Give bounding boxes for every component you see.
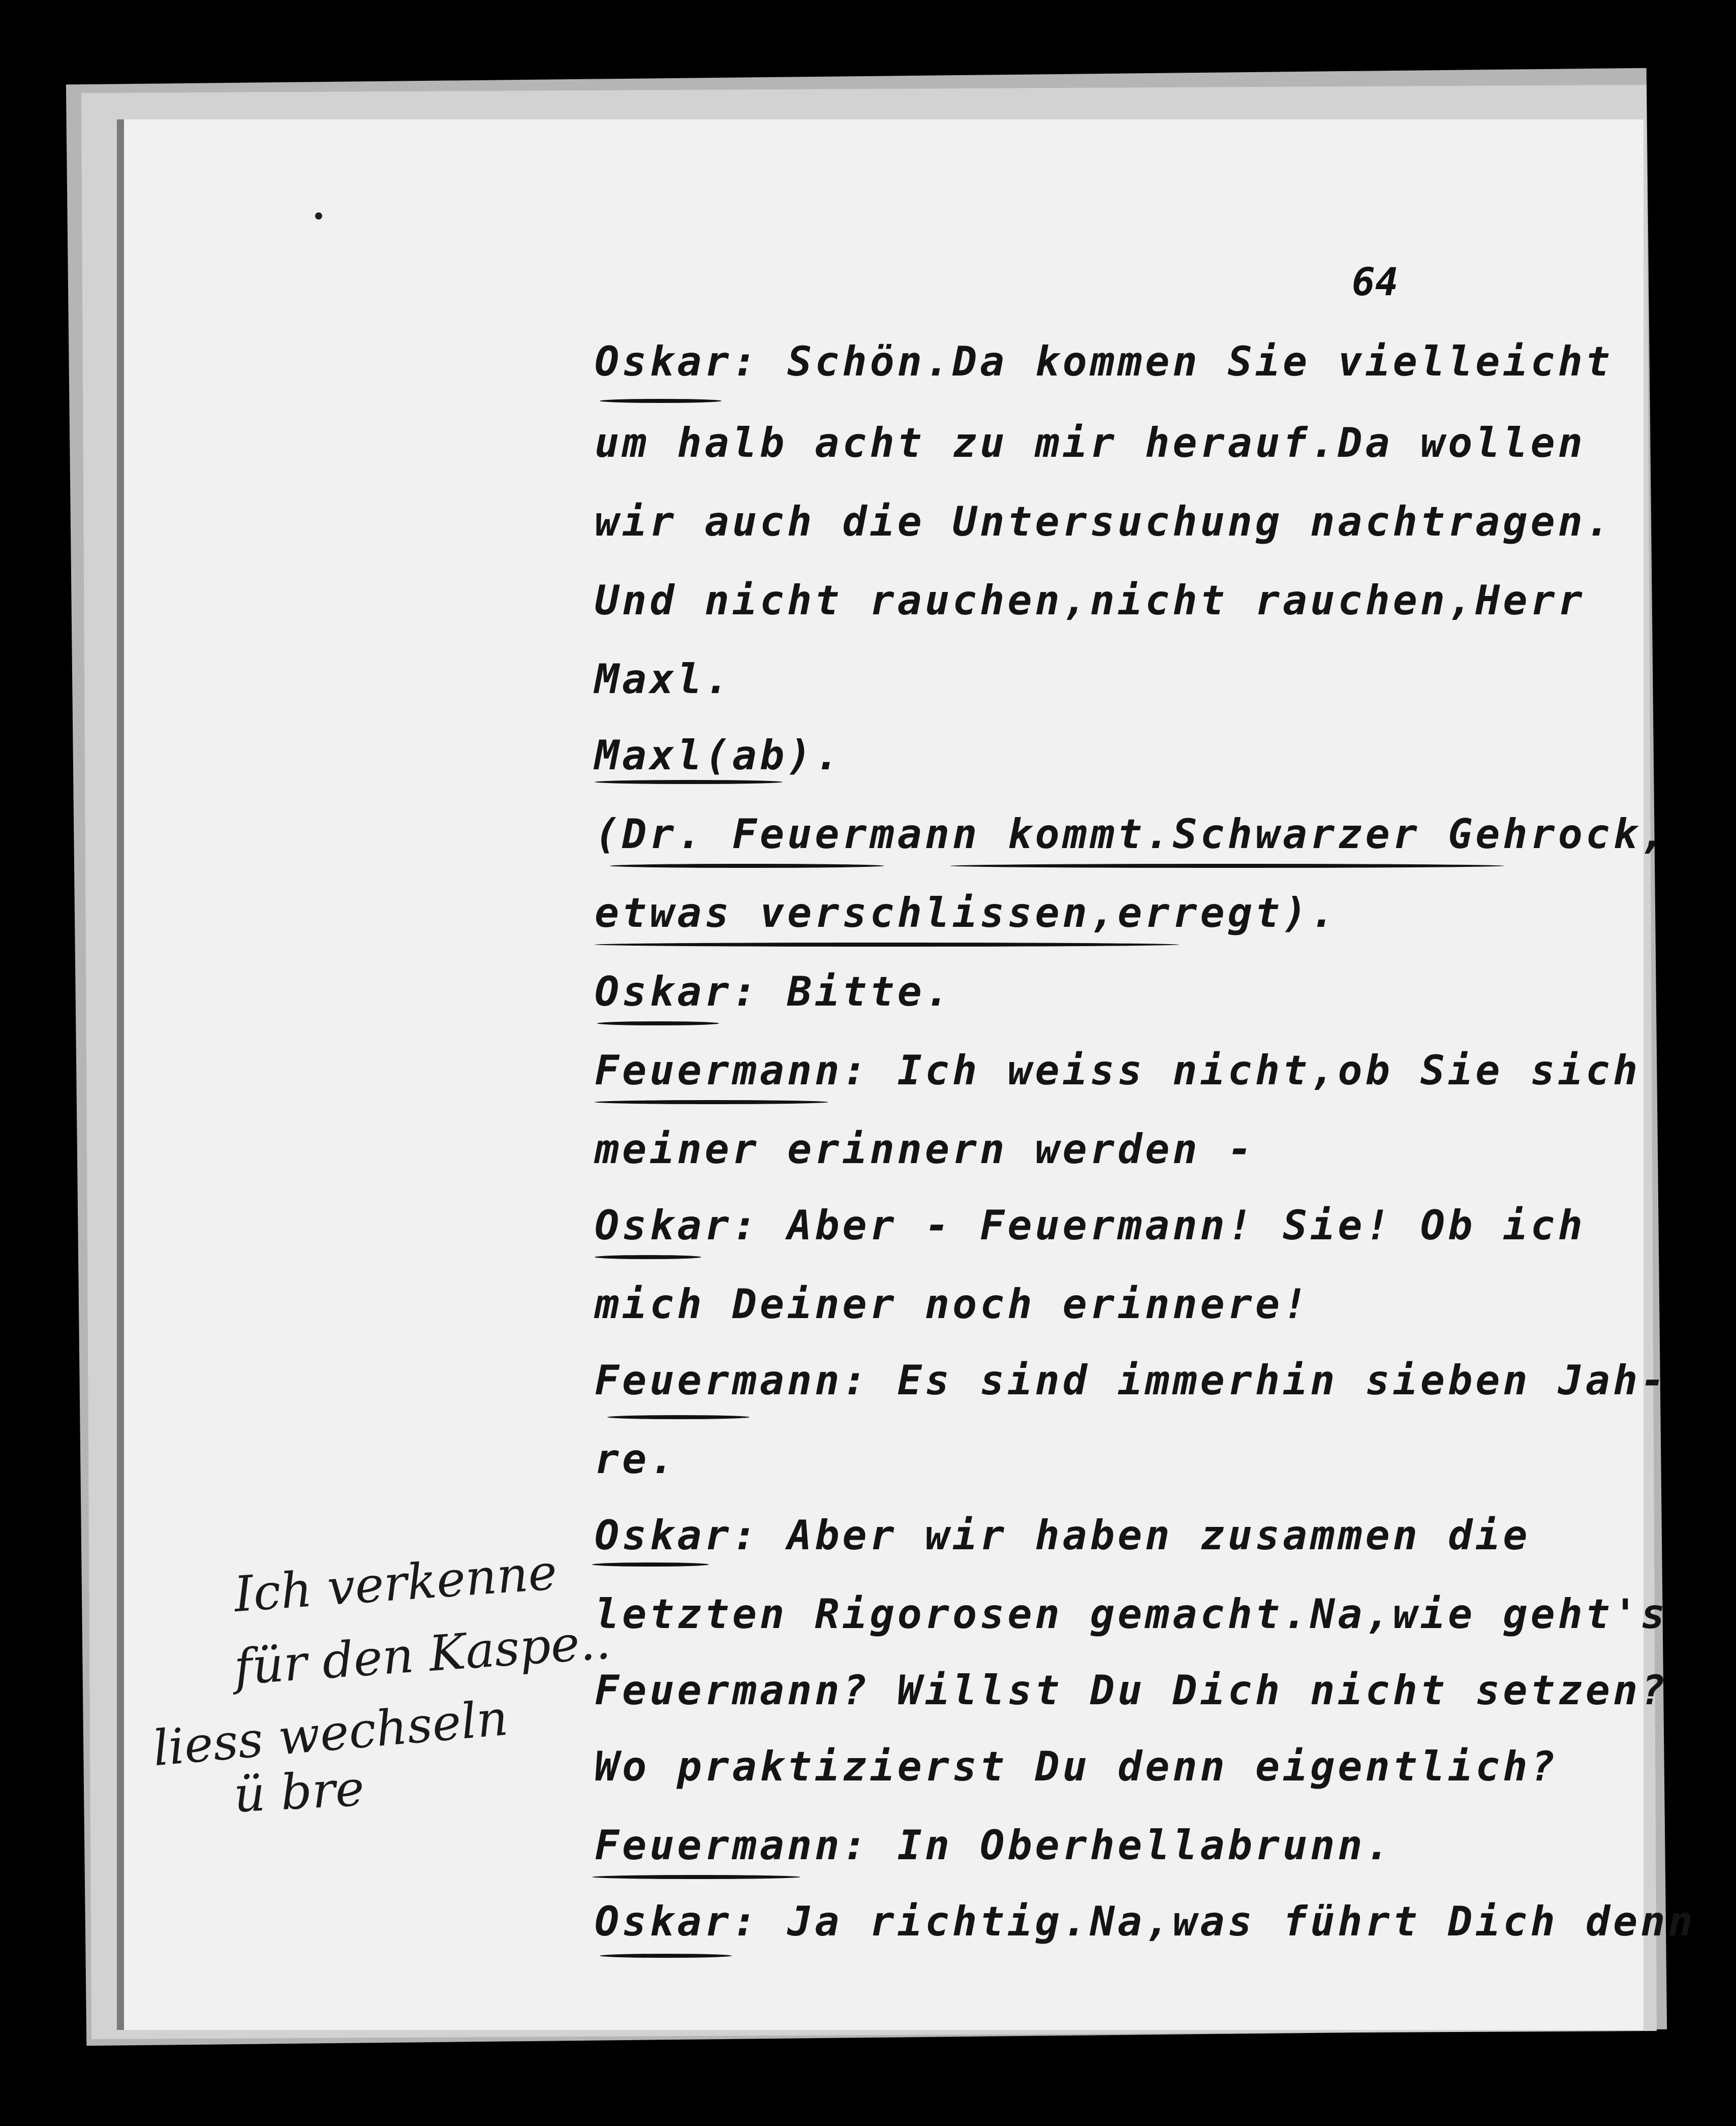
text-line: Oskar: Aber - Feuermann! Sie! Ob ich (595, 1202, 1586, 1249)
text-line: Feuermann? Willst Du Dich nicht setzen? (595, 1667, 1668, 1714)
underline-mark (592, 1875, 800, 1879)
text-line: Oskar: Bitte. (595, 968, 953, 1015)
underline-mark (592, 1562, 709, 1567)
text-line: um halb acht zu mir herauf.Da wollen (595, 419, 1586, 466)
text-line: mich Deiner noch erinnere! (595, 1280, 1311, 1328)
underline-mark (595, 1100, 828, 1104)
text-line: Oskar: Ja richtig.Na,was führt Dich denn (595, 1898, 1696, 1945)
text-line: Feuermann: Es sind immerhin sieben Jah- (595, 1357, 1668, 1404)
text-line: Feuermann: Ich weiss nicht,ob Sie sich (595, 1047, 1641, 1094)
text-line: Und nicht rauchen,nicht rauchen,Herr (595, 577, 1586, 624)
text-line: Oskar: Schön.Da kommen Sie vielleicht (595, 338, 1614, 385)
underline-mark (595, 943, 1179, 947)
text-line: wir auch die Untersuchung nachtragen. (595, 498, 1614, 545)
text-line: Oskar: Aber wir haben zusammen die (595, 1512, 1531, 1559)
text-line: (Dr. Feuermann kommt.Schwarzer Gehrock, (595, 810, 1668, 858)
underline-mark (597, 1021, 719, 1025)
underline-mark (595, 780, 783, 784)
handwritten-line: liess wechseln (150, 1689, 511, 1777)
handwritten-line: Ich verkenne (232, 1543, 559, 1623)
text-line: meiner erinnern werden - (595, 1125, 1255, 1173)
text-line: re. (595, 1435, 677, 1483)
underline-mark (600, 399, 722, 403)
text-line: Maxl(ab). (595, 732, 843, 779)
text-line: Wo praktizierst Du denn eigentlich? (595, 1743, 1558, 1790)
handwritten-line: für den Kaspe.. (232, 1613, 612, 1696)
ink-speck (315, 212, 322, 220)
handwritten-line: ü bre (232, 1760, 366, 1824)
underline-mark (607, 1415, 750, 1419)
underline-mark (950, 864, 1504, 868)
underline-mark (600, 1954, 732, 1958)
text-line: etwas verschlissen,erregt). (595, 889, 1338, 936)
page-number: 64 (1352, 259, 1399, 304)
underline-mark (595, 1255, 701, 1259)
text-line: Maxl. (595, 655, 732, 703)
text-line: Feuermann: In Oberhellabrunn. (595, 1822, 1393, 1869)
underline-mark (610, 864, 884, 868)
text-line: letzten Rigorosen gemacht.Na,wie geht's (595, 1590, 1668, 1638)
